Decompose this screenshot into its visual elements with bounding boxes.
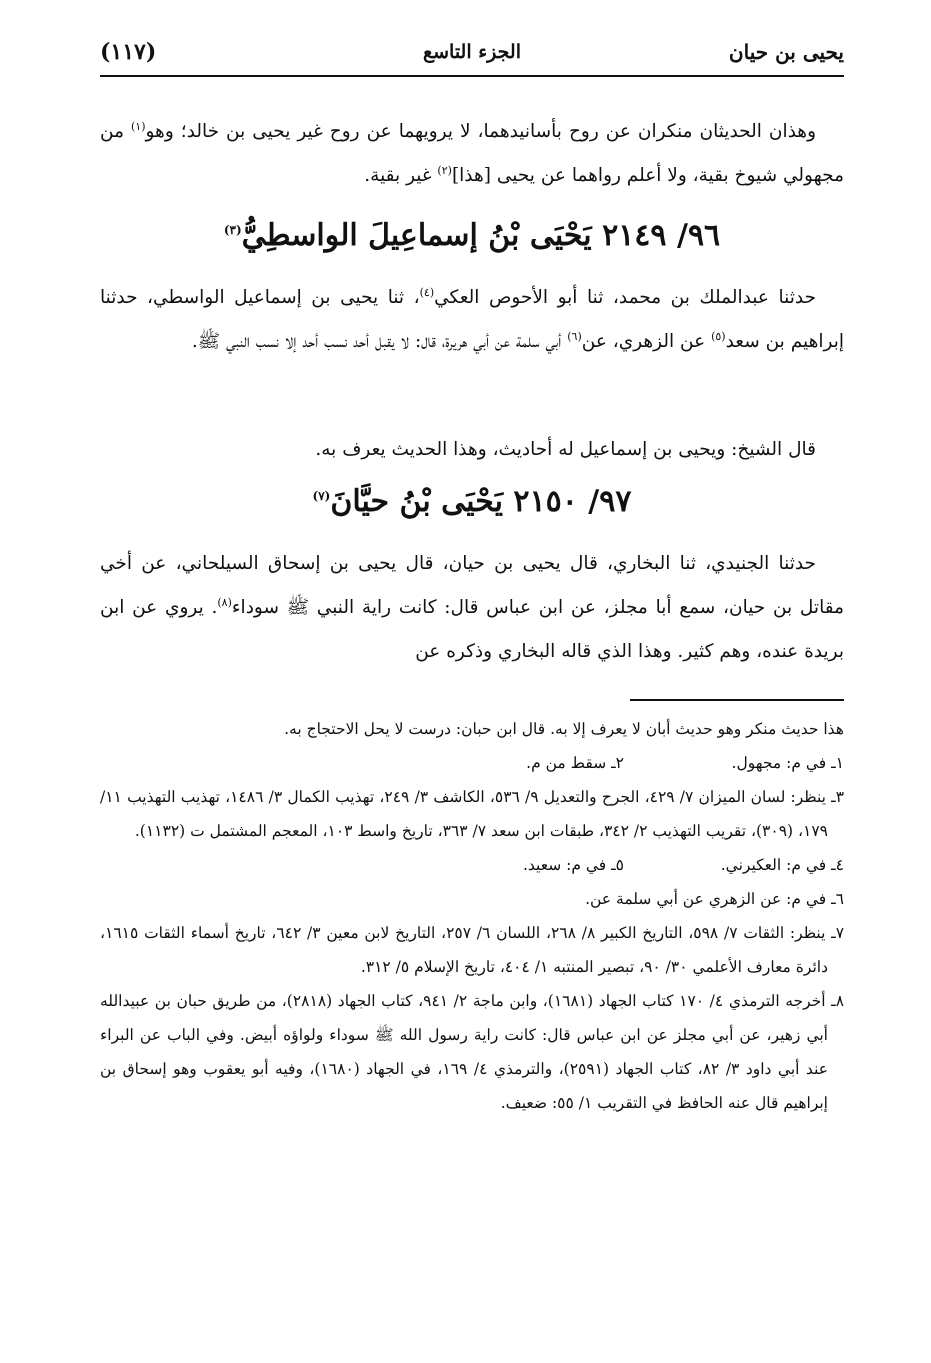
footnote-7: ٧ـ ينظر: الثقات ٧/ ٥٩٨، التاريخ الكبير ٨/ ٢٦٨، اللسان ٦/ ٢٥٧، التاريخ لابن معين ٣/ ٦٤٢، تاريخ أسماء الثقات ١٦١٥، دائرة معارف الأعلمي ٣٠/ ٩٠، تبصير المنتبه ١/ ٤٠٤، تاريخ الإسلام ٥/ ٣١٢. (100, 924, 845, 976)
footnote-6: ٦ـ في م: عن الزهري عن أبي سلمة عن. (585, 890, 844, 908)
footnote-5: ٥ـ في م: سعيد. (522, 856, 624, 874)
footnote-ref: (٤) (419, 285, 435, 299)
footnote-separator (630, 699, 844, 701)
footnote-ref: (٦) (567, 329, 582, 343)
footnotes (100, 712, 844, 1120)
footnote-4: ٤ـ في م: العكيرني. (720, 856, 844, 874)
footnote-1: ١ـ في م: مجهول. (731, 754, 844, 772)
page-number: (١١٧) (100, 39, 157, 65)
footnote-3: ٣ـ ينظر: لسان الميزان ٧/ ٤٢٩، الجرح والتعديل ٩/ ٥٣٦، الكاشف ٣/ ٢٤٩، تهذيب الكمال ٣/ ١٤٨٦، تهذيب التهذيب ١١/ ١٧٩، (٣٠٩)، تقريب التهذيب ٢/ ٣٤٢، طبقات ابن سعد ٧/ ٣٦٣، تاريخ واسط ١٠٣، المعجم المشتمل ت (١١٣٢). (100, 788, 845, 840)
footnote-2: ٢ـ سقط من م. (526, 754, 624, 772)
footnote-ref: (٢) (437, 163, 452, 177)
paragraph-3: قال الشيخ: ويحيى بن إسماعيل له أحاديث، وهذا الحديث يعرف به. (315, 439, 816, 460)
paragraph-2: حدثنا عبدالملك بن محمد، ثنا أبو الأحوص العكي$^{(٤)}$، ثنا يحيى بن إسماعيل الواسطي، حدثنا إبراهيم بن سعد$^{(٥)}$ عن الزهري، عن$^{(٦)}$ أبي سلمة عن أبي هريرة، قال: لا يقبل أحد نسب أحد إلا نسب النبي ﷺ. (100, 285, 844, 352)
footnote-intro: هذا حديث منكر وهو حديث أبان لا يعرف إلا به. قال ابن حبان: درست لا يحل الاحتجاج به. (284, 720, 844, 738)
entry-title-2149: ٩٦/ ٢١٤٩ يَحْيَى بْنُ إسماعِيلَ الواسطِيُّ$^{(٣)}$ (223, 218, 721, 253)
entry-title-2150: ٩٧/ ٢١٥٠ يَحْيَى بْنُ حيَّانَ$^{(٧)}$ (312, 484, 632, 519)
footnote-ref: (٨) (217, 595, 232, 609)
paragraph-1: وهذان الحديثان منكران عن روح بأسانيدهما، لا يرويهما عن روح غير يحيى بن خالد؛ وهو$^{(١)}$ من مجهولي شيوخ بقية، ولا أعلم رواهما عن يحيى [هذا]$^{(٢)}$ غير بقية. (100, 119, 844, 186)
footnote-ref: (٥) (711, 329, 726, 343)
header-volume: الجزء التاسع (423, 41, 521, 63)
footnote-ref: (١) (130, 119, 146, 133)
footnote-row-1-2 (100, 746, 844, 780)
paragraph-4: حدثنا الجنيدي، ثنا البخاري، قال يحيى بن حيان، قال يحيى بن إسحاق السيلحاني، عن أخي مقاتل بن حيان، سمع أبا مجلز، عن ابن عباس قال: كانت راية النبي ﷺ سوداء$^{(٨)}$. يروي عن ابن بريدة عنده، وهم كثير. وهذا الذي قاله البخاري وذكره عن (100, 553, 844, 662)
footnote-ref: (٣) (223, 223, 242, 237)
header-author: يحيى بن حيان (728, 40, 844, 64)
page-header (100, 32, 844, 72)
footnote-8: ٨ـ أخرجه الترمذي ٤/ ١٧٠ كتاب الجهاد (١٦٨١)، وابن ماجة ٢/ ٩٤١، كتاب الجهاد (٢٨١٨)، من طريق حبان بن عبيدالله أبي زهير، عن أبي مجلز عن ابن عباس قال: كانت راية رسول الله ﷺ سوداء ولواؤه أبيض. وفي الباب عن البراء عند أبي داود ٣/ ٨٢، كتاب الجهاد (٢٥٩١)، والترمذي ٤/ ١٦٩، في الجهاد (١٦٨٠)، وفيه أبو يعقوب وهو إسحاق بن إبراهيم قال عنه الحافظ في التقريب ١/ ٥٥: ضعيف. (100, 992, 845, 1112)
footnote-row-4-5 (100, 848, 844, 882)
footnote-ref: (٧) (312, 489, 331, 503)
header-rule (100, 75, 844, 77)
